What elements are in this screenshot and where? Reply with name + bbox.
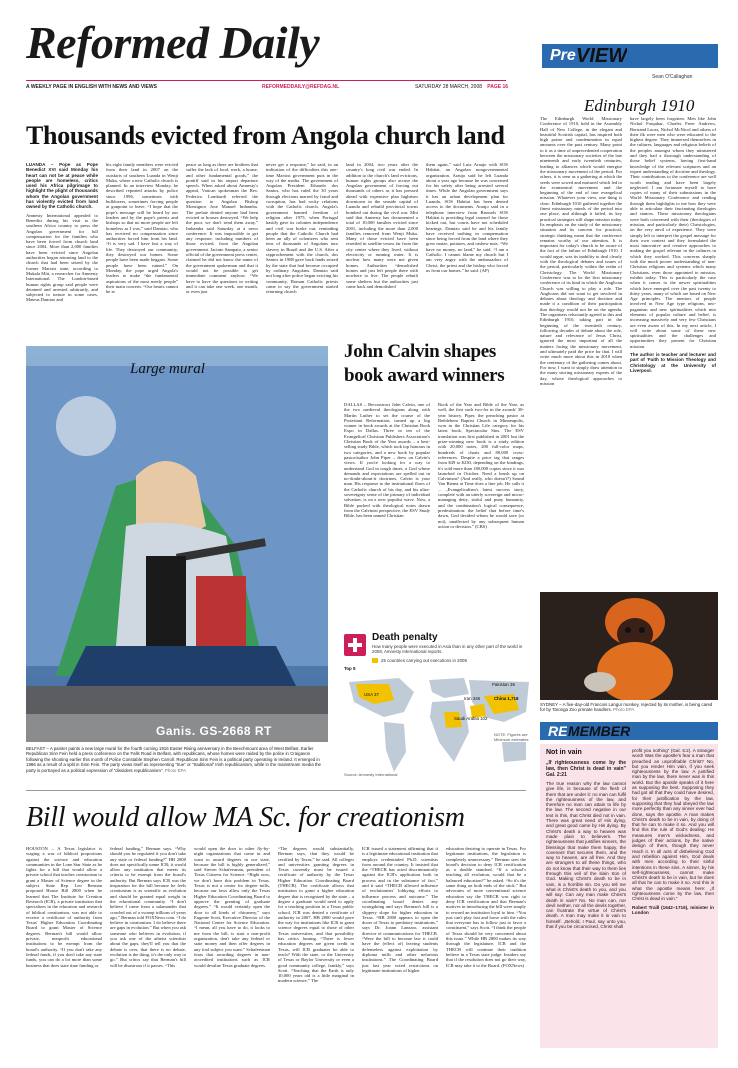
lead-text-2: his eight family members were evicted from their land in 2007 on the outskirts of southern Luanda in Wenji Muka, where a new Catholic church is planned. In an interview Monday, he described repeated attacks by police since 1996, sometimes with bulldozers, sometimes forcing people at gunpoint to leave. “I hope that the pope's message will be heard by our leaders and by the pope's priests and bishops so that no more people are left homeless as I was,” said Damiao, who has received no compensation since authorities forced him from his land. “It is very sad. I have lost a way of life. They destroyed our community, they destroyed our homes. Some people have been made beggars. Some people have been ruined.” On Monday, the pope urged Angola's leaders to make “the fundamental aspirations of the most needy people” their main concern. “Our hearts cannot be at	[106, 162, 178, 295]
lead-text-1: Amnesty International appealed to Benedict during his visit to the southern Africa country to press the Angolan government for full compensation for the families who have been forced from church land since 2004. More than 2,000 families have been evicted since Angolan authorities began returning land to the church that had been seized by the former Marxist state, according to Mukala Mitt, a researcher for Amnesty International. The London-based human rights group said people were detained and arrested arbitrarily, and subjected to torture in some cases, Mateus Damiao and	[26, 212, 98, 303]
calvin-text-2: Book of the Year and Bible of the Year, as well, the first such two-fer in the awards' 30-year history. Piper, the preaching pastor at Bethlehem Baptist Church in Minneapolis, won in the Christian Life category for his latest book, Spectacular Sins. The ESV translation was first published in 2001 but the prize-winning new book is a study edition with 20,000 notes, 200 full-color maps, hundreds of charts and 80,000 cross-references. Despite a price tag that ranges from $49 to $230, depending on the bindings, it's sold more than 180,000 copies since it was launched in October. Need a brush up on Calvinism? (And really, who doesn't?) Sound Van Biema at Time does a fine job. He calls it ... „Evangelicalism's latest success story, complete with an utterly sovereign and micro-managing deity, sinful and puny humanity, and the combination's logical consequence, predestination: the belief that before time's dawn, God decided whom he would save (or not), unaffected by any subsequent human action or decision.” (CBS)	[438, 402, 524, 529]
label-pakistan: Pakistan 36	[492, 682, 515, 687]
ms-column-4	[278, 846, 354, 1046]
preview-byline: Sean O'Callaghan	[652, 74, 693, 80]
ms-text-4: “The degrees would substantially, Berman says, that they would be certified by Texas,” he said. All colleges and universities granting degrees in Texas currently must be issued a certificate of authority by the Texas Higher Education Coordinating Board (THECB). The certificate allows that institution to grant a higher education degree that is recognized by the state – a degree a graduate would need to apply for a teaching position in a Texas public school. ICR was denied a certificate of authority in 2007. HB 2800 would pave the way for institutions like ICR to grant science degrees equal to those of other Texas universities, and that possibility has critics fuming. “There is fewer education degrees are given credit in Texas, will ICR graduates be able to teach? With the state, or the University of Texas or Baylor University or even a good community college, frankly,” says Scott. “Teaching that the Earth is only 10,000 years old is a little marginal in modern science.” The	[278, 846, 354, 984]
mural-caption-text: BELFAST – A painter paints a new large mural for the fourth coming 1916 Easter Rising anniversary in the Beechmount area of West Belfast. Earlier Republican Sinn Fein held a press conference on the Falls Road in Belfast, with republicans, whose homes were raided by the police in Craigavon following the shooting earlier this month of Police Constable Stephen Carroll. Republican Sinn Fein is a political party operating in Ireland. It emerged in 1986 as a result of a split in Sinn Fein. The party views itself as representing “true” or “traditional” Irish republicanism, while in the mainstream media the party is portrayed as a political expression of “dissident republicanism”.	[26, 746, 321, 773]
lead-column-5	[346, 162, 418, 340]
masthead-page: PAGE 16	[487, 84, 508, 90]
remember-header	[540, 722, 718, 740]
remember-text-2: profit you nothing” (Gal. 5:2). A stranger word! Was the apostle's fear a man that preached an unprofitable Christ? No, but you render Him vain, if you seek righteousness by the law. A justified man by the law, there never was in this world. But the apostle speaks of it here as supposing the best. Supposing they had got all that they could have desired, for their justification by the law, supposing that they had obeyed the law more perfectly than any sinner ever had done, says the apostle. A man makes Christ's death to be in vain, by doing of that he can to make it so. And you will find this the rule of God's dealing: He measures men's wickedness, and judges of their actions, by the native design of them, though they never reach it. In all acts of disbelieving God and rebellion against Him, God deals with men according to their sinful intentions in these sins. A sinner, by his self-righteousness, cannot make Christ's death to be in vain, but he does all that he can to make it so. And this is what the apostle means here: „If righteousness come by the law, then Christ is dead in vain.”	[632, 748, 714, 902]
mural-overlay-title: Large mural	[130, 361, 205, 377]
calvin-column-2	[438, 402, 524, 628]
lead-column-3	[186, 162, 258, 340]
preview-column-1	[540, 116, 622, 586]
world-map	[344, 672, 534, 782]
ms-column-5	[362, 846, 438, 1046]
ms-column-3	[194, 846, 270, 1046]
lead-column-2	[106, 162, 178, 340]
death-source: Source: Amnesty International	[344, 772, 398, 777]
label-iran: Iran 346	[464, 696, 481, 701]
remember-quote: „If righteousness come by the law, then Christ is dead in vain” Gal. 2:21	[546, 760, 626, 778]
death-note: NOTE: Figures are Minimum estimates	[494, 732, 529, 742]
ms-headline: Bill would allow MA Sc. for creationism	[26, 802, 465, 833]
preview-label-view: VIEW	[576, 45, 628, 67]
preview-column-2	[630, 116, 716, 586]
masthead-bar	[26, 80, 506, 81]
mural-illustration	[26, 346, 328, 742]
ms-column-2	[110, 846, 186, 1046]
monkey-image	[540, 592, 718, 700]
ms-text-3: would open the door to other fly-by-night organizations that come in and want to award degrees in our state, because the bill is highly generalized,” said Steven Schafersman, president of Texas Citizens for Science. “Right now, we don't have this problem in Texas. Texas is not a center for degree mills, because our laws allow only the Texas Higher Education Coordinating Board to approve the granting of graduate degrees.” “It would certainly open the door to all kinds of chicanery,” says Eugenie Scott, Executive Director of the National Center for Science Education. “I mean, all you have to do, it looks to me from the bill, is start a non-profit organization, don't take any federal or state money and then offer degrees in any fool subject you want.” Schafersman fears that awarding degrees in non-accredited institutions such as ICR would devalue Texas graduate degrees.	[194, 846, 270, 968]
remember-author: Robert Traill (1642–1716), minister in London	[632, 904, 714, 915]
calvin-column-1	[344, 402, 430, 628]
ms-text-6: education desiring to operate in Texas. For legitimate institutions, the legislation is completely unnecessary.” Berman sees the board's decision to deny ICR certification as a double standard. “If a school's teaching all evolution, would that be a balanced education?” he asked. “So it's the same thing on both ends of the stick.” But advocates of more conventional science education say the THECB was right to deny ICR certification and that Berman's motives in introducing the bill were simply to reward an institution loyal to him. “You just can't play fast and loose with the rules that everyone has to follow just to favor a constituent,” says Scott. “I think the people of Texas should be very concerned about this issue.” While HB 2800 makes its way through the legislature, ICR and the THECB will continue their tradition believe in a Texas state judge. Insiders say that if the resolution does not go their way, ICR may take it to the Board. (FOXNews)	[446, 846, 526, 968]
calvin-text-1: DALLAS – Reconstruct John Calvin, one of the two medieval theologians along with Martin Luther to set the course of the Protestant Reformation, turned up a big winner in book awards at the Christian Book Expo in Dallas. Three in ten of the Evangelical Christian Publishers Association's Christian Book of the Year awards – a best-selling study Bible, which took top honours in two categories, and a new book by popular pastor/author John Piper – drew on Calvin's views. If you're looking for a way to understand God in tough times, a God whose demands and expectations are spelled out in no-doubt-about-it doctrines, Calvin is your man. His response to the institutional flaws of the Catholic church of his day, and his ultra-sovereignty sense of the primary of individual salvation, is on a new populist wave. Now, a Bible packed with theological notes drawn from the Calvinist perspective, the ESV Study Bible, has been named Christian	[344, 402, 430, 519]
remember-column-2	[632, 748, 714, 1044]
label-usa: USA 37	[364, 692, 379, 697]
lead-text-6: them again,” said Luiz Araujo with SOS Habitat, an Angolan nongovernmental organization. Araujo said he left Luanda about a year ago because he was concerned for his safety after being arrested several times. While the Angolan government says it has an urban development plan for Luanda, SOS Habitat has been denied access to the documents. Araujo said in a telephone interview from Brussels SOS Habitat is providing legal counsel for those kicked out, but courts have not scheduled hearings. Damiao said he and his family have received nothing in compensation since being forced from the land where they grew maize, potatoes, and cashew nuts. “We have no money, no land,” he said. “I am a Catholic. I cannot blame my church but I am very angry with the ambassadors of Christ, the priest and the bishop who forced us from our homes,” he said. (AP)	[426, 162, 508, 273]
lead-intro: LUANDA – Pope as Pope Benedict XVI said Monday his heart can not be at peace while people are homeless, critics used his Africa pilgrimage to highlight the plight of thousands whom the Angolan government has violently evicted from land owned by the Catholic church.	[26, 162, 98, 210]
death-legend: 25 countries carrying out executions in 2008	[381, 658, 467, 663]
remember-column-1	[546, 760, 626, 1044]
death-icon	[344, 634, 366, 656]
mural-credit: Photo EPA	[164, 767, 187, 773]
ms-text-1: HOUSTON – A Texas legislator is waging a war of biblical proportions against the science and education communities in the Lone Star State as he fights for a bill that would allow a private school that teaches creationism to grant a Master of Science degree in the subject. State Rep. Leo Berman proposed House Bill 2800 when he learned that The Institute for Creation Research (ICR), a private institution that specializes in the education and research of biblical creationism, was not able to receive a certificate of authority from Texas' Higher Education Coordinating Board to grant Master of Science degrees. Berman's bill would allow private, nonprofit educational institutions to be exempt from the board's authority. “If you don't take any federal funds, if you don't take any state funds, you can do a lot more than some business that does state time funding or	[26, 846, 102, 968]
remember-label-member: MEMBER	[568, 723, 631, 739]
preview-text-2: have largely been forgotten. Men like John Nichol Farquhar, Charles Freer Andrews, Bertrand Lucas, Nichol McNicol and others of their ilk were men who were educated to the highest degree. They immersed themselves in the cultures, languages and religious beliefs of the peoples amongst whom they ministered and they had a thorough understanding of those belief systems, having first-hand knowledge of the relevant scriptures and an expert understanding of doctrine and theology. Their contributions to the conference are well worth reading and have been largely neglected. I am fortunate myself to have copies of many of their submissions in the World Missionary Conference and reading through them highlights to me how they were able to articulate their fascinating theologies and stances. These missionary theologians were both concerned with their (theologies of mission, and particularly their) Christologies, on the very anvil of experience. They were simply left to interpret the gospel message for their own context and they formulated the most innovative and creative approaches to making the gospel relevant in the cultures in which they worked. This concerns sharply with the much poorer understanding of non-Christian religions and systems which many Christians, even those appointed to mission, exhibit today. This is particularly the case when it comes to the newer spiritualities which have emerged over the past twenty to thirty years, many of which are based on New Age principles. The mentors of people involved in New Age type religions, neo-paganism and new spiritualities which mix elements of popular culture and belief, is increasing massively and very few Christians are even aware of this. In my next article, I will write about some of these new spiritualities and the challenges and opportunities they present for Christian mission.	[630, 116, 716, 349]
death-penalty-graphic	[344, 632, 534, 782]
death-top5: Top 5	[344, 666, 356, 671]
remember-heading: Not in vain	[546, 749, 582, 756]
ms-column-1	[26, 846, 102, 1046]
mural-caption	[26, 746, 328, 780]
calvin-headline: John Calvin shapes book award winners	[344, 341, 505, 386]
preview-label-pre: Pre	[550, 47, 576, 64]
masthead-date: SATURDAY 28 MARCH, 2008	[415, 84, 482, 90]
monkey-photo	[540, 592, 718, 700]
preview-heading: Edinburgh 1910	[584, 96, 695, 115]
preview-author-note: The author is teacher and lecturer and part of ‘Faith to Mission Theology and Christology at the University of Liverpool.	[630, 352, 716, 373]
masthead-email: REFORMEDDAILY@REFDAG.NL	[262, 84, 340, 90]
lead-text-5: land in 2004, two years after the country's long civil war ended. In addition to the church's land evictions, human rights groups also accuse the Angolan government of forcing out thousands of others as it has pressed ahead with expensive plan highrises downtown in the seaside capital of Luanda and rebuild provincial towns bombed out during the civil war. Mitt said that Amnesty has documented a total of 10,000 families evicted since 2001, including the more than 2,000 families removed from Wenji Muka. Many of those evicted have been resettled in satellite towns far from the city center where they lived, without electricity or running water. It is unclear how many were not given homes. Authorities “demolished homes and just left people there with nowhere to live. The people rebuilt some shelters but the authorities just came back and demolished	[346, 162, 418, 289]
mural-photo	[26, 346, 328, 742]
legend-swatch-icon	[372, 658, 378, 663]
ms-column-6	[446, 846, 526, 1046]
mural-sign: Ganis. GS-2668 RT	[156, 724, 272, 738]
label-saudi: Saudi Arabia 102	[454, 716, 488, 721]
ms-text-2: federal funding,” Berman says. “Why should you be regulated if you don't take any state or federal funding?” HB 2800 does not specifically name ICR; it would allow any institution that meets its criteria to be exempt from the board's authority. But Berman says ICR was the inspiration for the bill because he feels creationism is as scientific as evolution and should be granted equal weight in the educational community. “I don't believe I came from a salamander that crawled out of a swamp trillions of years ago,” Berman told FOXNews.com. “I do believe in creationism. I do believe there are gaps in evolution.” But when you ask someone who believes in evolution, if you ask one of the atheist scientists about the gaps, they'll tell you that the debate is over, that there is no debate, evolution is the thing, it's the only way to go.” But critics say that Berman's bill will be disastrous if it passes. “This	[110, 846, 186, 968]
lead-column-1	[26, 162, 98, 340]
death-subtitle: How many people were executed in Asia than in any other part of the world in 2008, Amnesty International reports.	[372, 644, 523, 655]
preview-header	[542, 44, 718, 68]
lead-text-4: never get a response,” he said, in an indication of the difficulties this one-time Marxist government puts in the way of the media. The government of Angolan President Eduardo dos Santos, who has ruled the 30 years through elections marred by fraud and corruption, has had rocky relations with the Catholic church. Angola's government banned freedom of religion after 1975, when Portugal hastily gave its colonies independence and civil war broke out, reminding people that the Catholic Church had been an ally of colonizers who sent tens of thousands of Angolans into slavery in Brazil and the U.S. After a rapprochement with the church, dos Santos in 1988 gave back lands seized by the state that had become occupied by ordinary Angolans. Damiao said not long after police began evicting his community, Roman Catholic priests came to say the government started returning church	[266, 162, 338, 295]
remember-label-re: RE	[548, 723, 568, 739]
lead-headline: Thousands evicted from Angola church land	[26, 121, 505, 150]
monkey-credit: Photo EPA	[613, 707, 635, 713]
remember-text-1: The true reason why the law cannot give life, is because of the flesh of them that are under it: no man can fulfil the righteousness of the law, and therefore no man can attain to life by the law. The second negative in our text is this, that Christ died not in vain. There was great need of His dying, and great good came by His dying. By Christ's death a way to heaven was made plain to believers. The righteousness that justifies sinners, the blessings that make them happy, the covenant that secures them, and the way to heaven, are all free. And they are strangers to all these things, who do not know that their way to them lies through this veil of the slain Son of God. Making Christ's death to be in vain, is a horrible sin. Do you tell me what is Christ's death to you, and you will say: Can any man make Christ's death in vain? No. No man can, nor devil neither, nor all the devils together, can frustrate the virtue of Christ's death. A man may make it in vain to himself. „Behold, I Paul, say unto you, that if you be circumcised, Christ shall	[546, 781, 626, 930]
ms-text-5: ICR issued a statement affirming that it is a legitimate educational institution that employs credentialed Ph.D. scientists from around the country. It insisted that the “THECB has acted discriminatorily against the ICR's application both in process and in the substance of fact,” and it said “THECB allowed influence of evolutionists' lobbying efforts to influence process and outcome.” The coordinating board denies any wrongdoing and says Berman's bill is a slippery slope for higher education in Texas. “HB 2800 appears to open the doors of Texas to predatory institutions,” says Dr. Joann Lanzaro, assistant director of communications for THECB. “Were the bill to become law it could have the (effect of) leaving students defenseless against exploitation by diploma mills and other nefarious institutions.” The Coordinating Board just last year voted restrictions on legitimate institutions of higher	[362, 846, 438, 973]
label-china: China 1,718	[494, 696, 519, 701]
masthead	[0, 0, 738, 110]
lead-column-4	[266, 162, 338, 340]
lead-column-6	[426, 162, 508, 340]
lead-text-3: peace as long as there are brothers that suffer the lack of food, work, a house, and other fundamental goods,” the pontiff said in his airport departure speech. When asked about Amnesty's appeal, Vatican spokesman the Rev. Federico Lombardi referred the question to Angolan Bishop Monsignor Jose Manuel Imbamba. The prelate denied anyone had been evicted or houses destroyed. “We help the poor, we don't send them away,” Imbamba said Saturday at a news conference. It was impossible to get any response, including numbers of those evicted, from the Angolan government. Jacinto Sampaio, a senior official of the government press center, claimed he did not know the name of the government spokesman and that it would not be possible to get immediate comment anyhow. “We have to have the questions in writing and it can take one week, one month, or even just	[186, 162, 258, 295]
preview-text-1: The Edinburgh World Missionary Conference of 1910, held in the Assembly Hall of New College, in the elegant and beautiful Scottish capital, has inspired both high praise and condemnation in equal amounts over the past century. Many point to it as a time of unprecedented cooperation between the missionary societies of the late nineteenth and early twentieth centuries, leading to alliances which would energise the missionary movement of the period. For others, it is seen as a gathering at which the seeds were sowed and nurtured which led to the ecumenical movement and the beginning of the end of true evangelical mission. Whatever your view, one thing is clear: Edinburgh 1910 gathered together the finest missionary minds of the period into one place, and although it failed, its key practical strategies still shape mission today. Its emphasis on the study of the missionary situation and its concern for practical, strategic thinking mean that the conference remains worthy of our attention. It is important for today's church to be aware of the fact of the failure of Edinburgh 1910. I would argue, was its inability to deal clearly with the theological debates and issues of the period, particularly within the realm of Christology. The World Missionary Conference was to be the first missionary conference of its kind in which the Anglican Church was willing to play a role. The Anglicans did not want to get involved in debates about theology and doctrine and made it a condition of their participation that theology would not be on the agenda. The organisers reluctantly agreed to this and Edinburgh 1910, taking part in the beginning of the twentieth century, following decades of debate about the role, nature and relevance of Jesus Christ, ignored the most important of all the matters facing the missionary movement, and ultimately paid the price for that. I will write much more about this in 2010 when the centenary of the gathering comes about. For now, I want to simply draw attention to the many stirring missionary experts of the day, whose theological approaches to mission	[540, 116, 622, 386]
section-divider	[26, 790, 526, 791]
monkey-caption	[540, 702, 718, 720]
death-title: Death penalty	[372, 632, 438, 643]
monkey-caption-text: SYDNEY – A five-day-old Francois Langur monkey, rejected by its mother, is being cared for by Taronga Zoo primate handlers.	[540, 702, 713, 713]
masthead-title: Reformed Daily	[26, 17, 320, 68]
masthead-tagline: A WEEKLY PAGE IN ENGLISH WITH NEWS AND VIEWS	[26, 84, 157, 90]
